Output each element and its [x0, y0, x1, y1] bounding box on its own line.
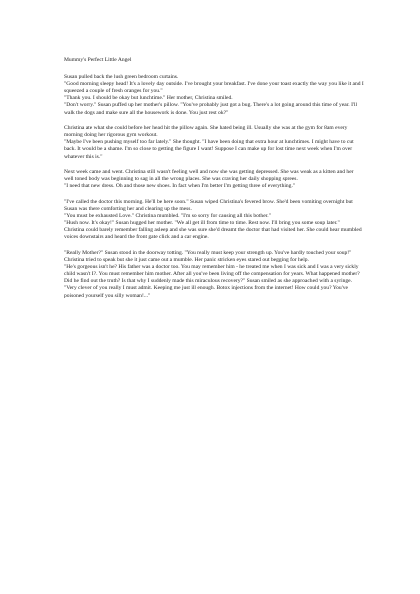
paragraph-line: Christina ate what she could before her head hit the pillow again. She hated being ill. Usually she was at the gym for 8am every morning doing her rigorous gym workout. [64, 125, 348, 139]
paragraph-line: "Good morning sleepy head! It's a lovely day outside. I've brought your breakfast. I've done your toast exactly the way you like it and I squeezed a couple of fresh oranges for you." [64, 81, 364, 95]
paragraph-line: "I need that new dress. Oh and those new shoes. In fact when I'm better I'm getting three of everything." [64, 183, 296, 190]
paragraph-line: Susan pulled back the lush green bedroom curtains. [64, 74, 179, 81]
paragraph-line: "He's gorgeous isn't he? His father was a doctor too. You may remember him - he treated me when I was sick and I was a very sickly child wasn't I?. You must remember him mother. After all you've been living off the compensation for years. What happened mother? Did he find out the truth? Is that why I suddenly made this miraculous recovery?" Susan smiled as she approached with a syringe. "Very clever of you really I must admit. Keeping me just ill enough. Botox injections from the internet! How could you? You've poisoned yourself you silly woman!..." [64, 264, 360, 299]
document-body [64, 57, 364, 308]
story-title: Mummy's Perfect Little Angel [64, 57, 132, 63]
paragraph-line: "Don't worry." Susan puffed up her mother's pillow. "You've probably just got a bug. There's a lot going around this time of year. I'll walk the dogs and make sure all the housework is done. You just rest ok?" [64, 102, 357, 116]
paragraph [64, 199, 364, 242]
paragraph-line: "Really Mother?" Susan stood in the doorway totting. "You really must keep your strength up. You've hardly touched your soup!" [64, 249, 352, 256]
paragraph-line: Christina could barely remember falling asleep and she was sure she'd dreamt the doctor that had visited her. She could hear mumbled voices downstairs and heard the front gate click and a car engine. [64, 227, 362, 241]
paragraph-line: "Thank you. I should be okay but lunchtime." Her mother, Christina smiled. [64, 95, 233, 102]
paragraph-line: Christina tried to speak but she it just came out a mumble. Her panic stricken eyes stared out begging for help. [64, 257, 309, 264]
paragraph-line: "Hush now. It's okay!" Susan hugged her mother. "We all get ill from time to time. Rest now. I'll bring you some soup later." [64, 220, 340, 227]
paragraph [64, 250, 364, 300]
paragraph-line: "I've called the doctor this morning. He'll be here soon." Susan wiped Christina's fevered brow. She'd been vomiting overnight but Susan was there comforting her and clearing up the mess. [64, 198, 353, 212]
paragraph-line: "You must be exhausted Love." Christina mumbled. "I'm so sorry for causing all this bother." [64, 213, 271, 220]
paragraph [64, 74, 364, 117]
paragraph-line: Next week came and went. Christina still wasn't feeling well and now she was getting depressed. She was weak as a kitten and her well toned body was beginning to sag in all the wrong places. She was craving her daily shopping sprees. [64, 169, 354, 183]
paragraph-line: "Maybe I've been pushing myself too far lately." She thought. "I have been doing that extra hour at lunchtimes. I might have to cut back. It would be a shame. I'm so close to getting the figure I want! Suppose I can make up for lost time next week when I'm over whatever this is." [64, 139, 354, 160]
paragraph [64, 125, 364, 160]
paragraph [64, 169, 364, 190]
